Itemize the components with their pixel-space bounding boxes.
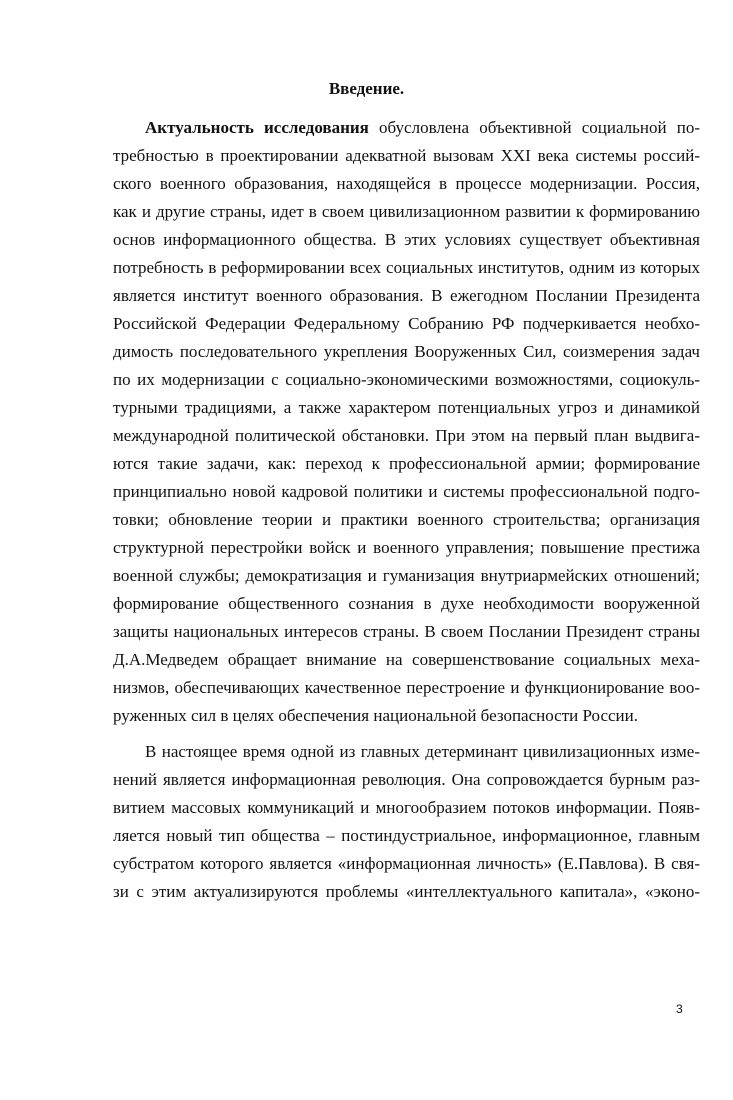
line-text: В настоящее время одной из главных детерминант цивилизационных изме- (145, 742, 700, 761)
text-line (113, 704, 700, 728)
text-line (113, 144, 700, 168)
lead-phrase: Актуальность исследования (145, 118, 369, 137)
text-line (113, 200, 700, 224)
text-line (113, 592, 700, 616)
line-text: по их модернизации с социально-экономическими возможностями, социокуль- (113, 370, 700, 389)
text-line (113, 768, 700, 792)
page-title: Введение. (328, 79, 405, 98)
text-line (113, 796, 700, 820)
line-text: международной политической обстановки. При этом на первый план выдвига- (113, 426, 700, 445)
line-text: зи с этим актуализируются проблемы «интеллектуального капитала», «эконо- (113, 882, 700, 901)
text-line (113, 508, 700, 532)
line-text: руженных сил в целях обеспечения национальной безопасности России. (113, 706, 638, 725)
text-line (113, 312, 700, 336)
line-text: как и другие страны, идет в своем цивилизационном развитии к формированию (113, 202, 700, 221)
line-text: димость последовательного укрепления Вооруженных Сил, соизмерения задач (113, 342, 700, 361)
page-number: 3 (676, 1002, 683, 1016)
text-line (113, 880, 700, 904)
text-line (113, 852, 700, 876)
line-text: обусловлена объективной социальной по- (368, 118, 700, 137)
text-line (113, 648, 700, 672)
text-line (113, 536, 700, 560)
line-text: основ информационного общества. В этих условиях существует объективная (113, 230, 700, 249)
line-text: субстратом которого является «информационная личность» (Е.Павлова). В свя- (113, 854, 700, 873)
line-text: витием массовых коммуникаций и многообразием потоков информации. Появ- (113, 798, 700, 817)
text-line (113, 620, 700, 644)
text-line (113, 480, 700, 504)
line-text: ского военного образования, находящейся в процессе модернизации. Россия, (113, 174, 700, 193)
text-line (113, 368, 700, 392)
line-text: ляется новый тип общества – постиндустриальное, информационное, главным (113, 826, 700, 845)
line-text: является институт военного образования. В ежегодном Послании Президента (113, 286, 700, 305)
text-line (113, 824, 700, 848)
text-line (113, 676, 700, 700)
line-text: потребность в реформировании всех социальных институтов, одним из которых (113, 258, 700, 277)
text-line (113, 172, 700, 196)
text-line (113, 424, 700, 448)
text-line (113, 228, 700, 252)
text-line (113, 284, 700, 308)
text-line (113, 564, 700, 588)
line-text: ются такие задачи, как: переход к профессиональной армии; формирование (113, 454, 700, 473)
text-line (145, 116, 700, 140)
text-line (113, 340, 700, 364)
line-text: нений является информационная революция. Она сопровождается бурным раз- (113, 770, 700, 789)
line-text: структурной перестройки войск и военного управления; повышение престижа (113, 538, 700, 557)
text-line (113, 396, 700, 420)
line-text: товки; обновление теории и практики военного строительства; организация (113, 510, 700, 529)
line-text: требностью в проектировании адекватной вызовам XXI века системы россий- (113, 146, 700, 165)
text-line (113, 256, 700, 280)
text-line (145, 740, 700, 764)
text-line (113, 452, 700, 476)
line-text: защиты национальных интересов страны. В своем Послании Президент страны (113, 622, 700, 641)
line-text: военной службы; демократизация и гуманизация внутриармейских отношений; (113, 566, 700, 585)
line-text: турными традициями, а также характером потенциальных угроз и динамикой (113, 398, 700, 417)
line-text: принципиально новой кадровой политики и системы профессиональной подго- (113, 482, 700, 501)
line-text: низмов, обеспечивающих качественное перестроение и функционирование воо- (113, 678, 700, 697)
line-text: Д.А.Медведем обращает внимание на совершенствование социальных меха- (113, 650, 700, 669)
line-text: формирование общественного сознания в духе необходимости вооруженной (113, 594, 700, 613)
line-text: Российской Федерации Федеральному Собранию РФ подчеркивается необхо- (113, 314, 700, 333)
